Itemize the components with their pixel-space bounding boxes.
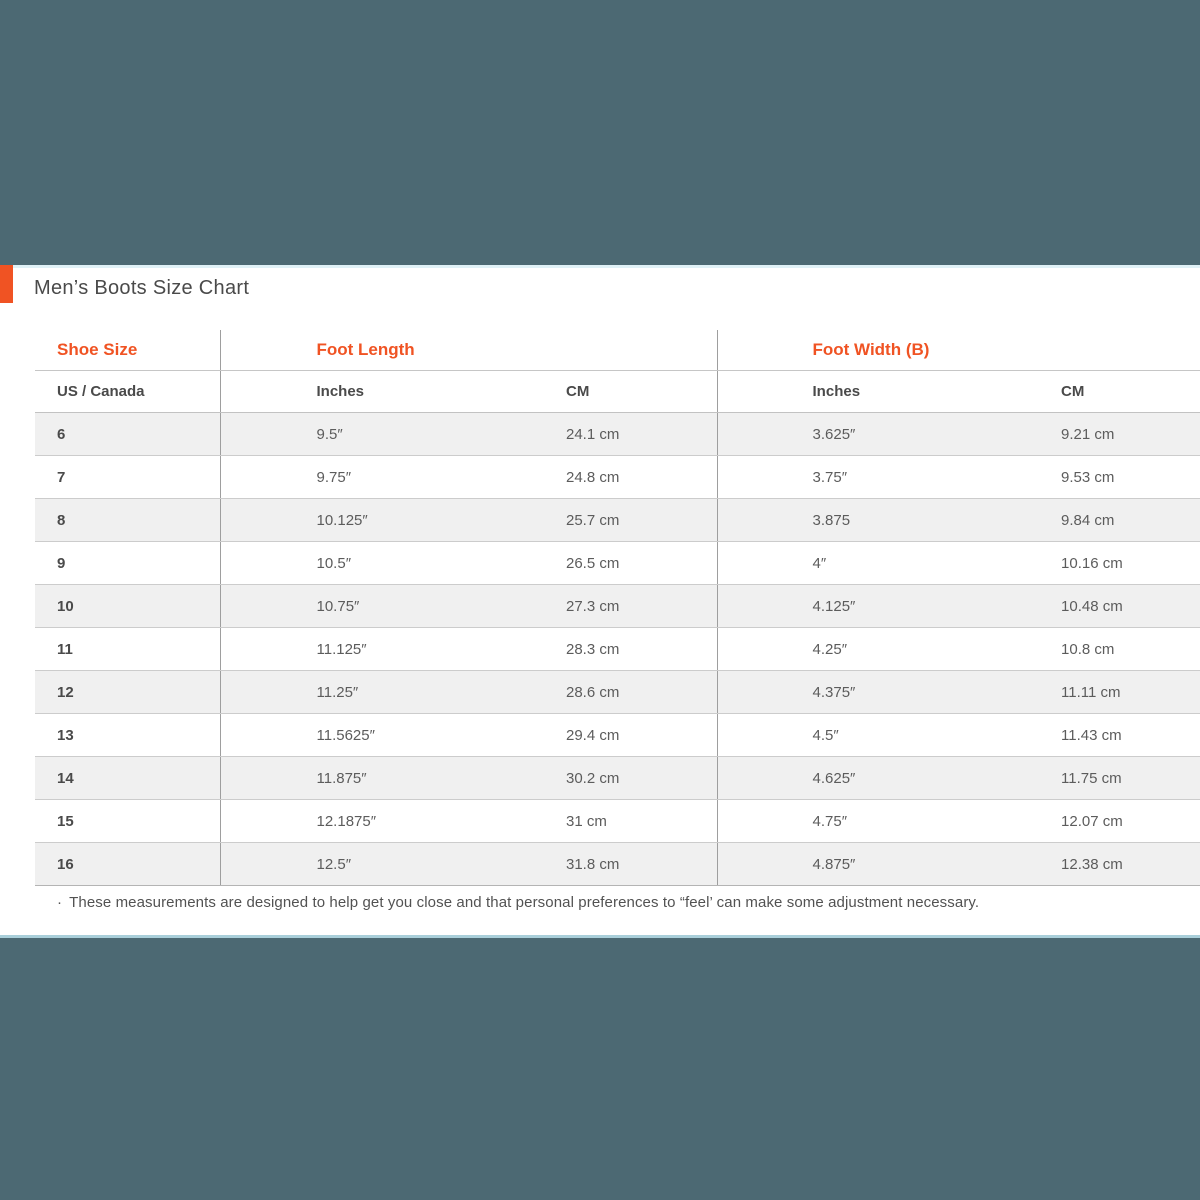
accent-bar xyxy=(0,265,13,303)
cell-length-inches: 11.125″ xyxy=(220,628,468,671)
column-header-length-cm: CM xyxy=(468,371,717,413)
cell-length-inches: 12.1875″ xyxy=(220,800,468,843)
column-group-row xyxy=(35,330,1200,371)
cell-width-inches: 3.625″ xyxy=(717,413,965,456)
cell-length-inches: 9.75″ xyxy=(220,456,468,499)
cell-width-cm: 11.43 cm xyxy=(965,714,1200,757)
footnote-text: These measurements are designed to help get you close and that personal preferences to “feel’ can make some adjustment necessary. xyxy=(69,894,980,911)
size-chart-table xyxy=(35,330,1200,886)
size-chart-panel xyxy=(0,265,1200,938)
footnote-bullet: · xyxy=(57,894,63,911)
cell-width-inches: 4″ xyxy=(717,542,965,585)
cell-width-inches: 4.875″ xyxy=(717,843,965,886)
cell-width-cm: 9.84 cm xyxy=(965,499,1200,542)
cell-length-inches: 10.5″ xyxy=(220,542,468,585)
cell-shoe-size: 16 xyxy=(35,843,220,886)
cell-length-cm: 24.8 cm xyxy=(468,456,717,499)
table-row xyxy=(35,499,1200,542)
table-row xyxy=(35,843,1200,886)
cell-length-inches: 11.25″ xyxy=(220,671,468,714)
cell-length-inches: 11.5625″ xyxy=(220,714,468,757)
footnote xyxy=(57,894,979,911)
cell-length-cm: 30.2 cm xyxy=(468,757,717,800)
table-row xyxy=(35,413,1200,456)
cell-width-inches: 3.875 xyxy=(717,499,965,542)
cell-width-cm: 12.07 cm xyxy=(965,800,1200,843)
cell-width-cm: 9.21 cm xyxy=(965,413,1200,456)
column-header-row xyxy=(35,371,1200,413)
cell-width-inches: 4.75″ xyxy=(717,800,965,843)
group-header-shoe-size: Shoe Size xyxy=(35,330,220,371)
cell-length-cm: 24.1 cm xyxy=(468,413,717,456)
cell-shoe-size: 14 xyxy=(35,757,220,800)
cell-length-inches: 12.5″ xyxy=(220,843,468,886)
cell-length-cm: 31.8 cm xyxy=(468,843,717,886)
column-header-width-cm: CM xyxy=(965,371,1200,413)
cell-width-inches: 4.5″ xyxy=(717,714,965,757)
cell-length-cm: 28.3 cm xyxy=(468,628,717,671)
table-row xyxy=(35,714,1200,757)
cell-length-inches: 10.125″ xyxy=(220,499,468,542)
table-row xyxy=(35,628,1200,671)
table-row xyxy=(35,456,1200,499)
cell-shoe-size: 11 xyxy=(35,628,220,671)
cell-width-inches: 4.625″ xyxy=(717,757,965,800)
cell-shoe-size: 9 xyxy=(35,542,220,585)
cell-shoe-size: 13 xyxy=(35,714,220,757)
cell-width-cm: 10.48 cm xyxy=(965,585,1200,628)
table-row xyxy=(35,800,1200,843)
column-header-us-canada: US / Canada xyxy=(35,371,220,413)
cell-shoe-size: 8 xyxy=(35,499,220,542)
cell-width-inches: 4.375″ xyxy=(717,671,965,714)
cell-width-inches: 4.25″ xyxy=(717,628,965,671)
cell-width-cm: 10.8 cm xyxy=(965,628,1200,671)
cell-shoe-size: 6 xyxy=(35,413,220,456)
table-row xyxy=(35,542,1200,585)
cell-length-inches: 9.5″ xyxy=(220,413,468,456)
group-header-foot-width: Foot Width (B) xyxy=(717,330,1200,371)
cell-width-cm: 12.38 cm xyxy=(965,843,1200,886)
cell-shoe-size: 10 xyxy=(35,585,220,628)
cell-length-cm: 31 cm xyxy=(468,800,717,843)
cell-length-inches: 10.75″ xyxy=(220,585,468,628)
table-row xyxy=(35,757,1200,800)
cell-length-cm: 29.4 cm xyxy=(468,714,717,757)
page-title: Men’s Boots Size Chart xyxy=(34,277,250,299)
cell-width-cm: 11.11 cm xyxy=(965,671,1200,714)
cell-length-cm: 26.5 cm xyxy=(468,542,717,585)
cell-shoe-size: 12 xyxy=(35,671,220,714)
cell-width-inches: 3.75″ xyxy=(717,456,965,499)
cell-width-inches: 4.125″ xyxy=(717,585,965,628)
column-header-width-inches: Inches xyxy=(717,371,965,413)
cell-length-cm: 25.7 cm xyxy=(468,499,717,542)
cell-length-cm: 28.6 cm xyxy=(468,671,717,714)
group-header-foot-length: Foot Length xyxy=(220,330,717,371)
cell-length-inches: 11.875″ xyxy=(220,757,468,800)
table-row xyxy=(35,585,1200,628)
table-row xyxy=(35,671,1200,714)
cell-width-cm: 11.75 cm xyxy=(965,757,1200,800)
cell-length-cm: 27.3 cm xyxy=(468,585,717,628)
cell-width-cm: 9.53 cm xyxy=(965,456,1200,499)
column-header-length-inches: Inches xyxy=(220,371,468,413)
cell-shoe-size: 7 xyxy=(35,456,220,499)
cell-shoe-size: 15 xyxy=(35,800,220,843)
cell-width-cm: 10.16 cm xyxy=(965,542,1200,585)
